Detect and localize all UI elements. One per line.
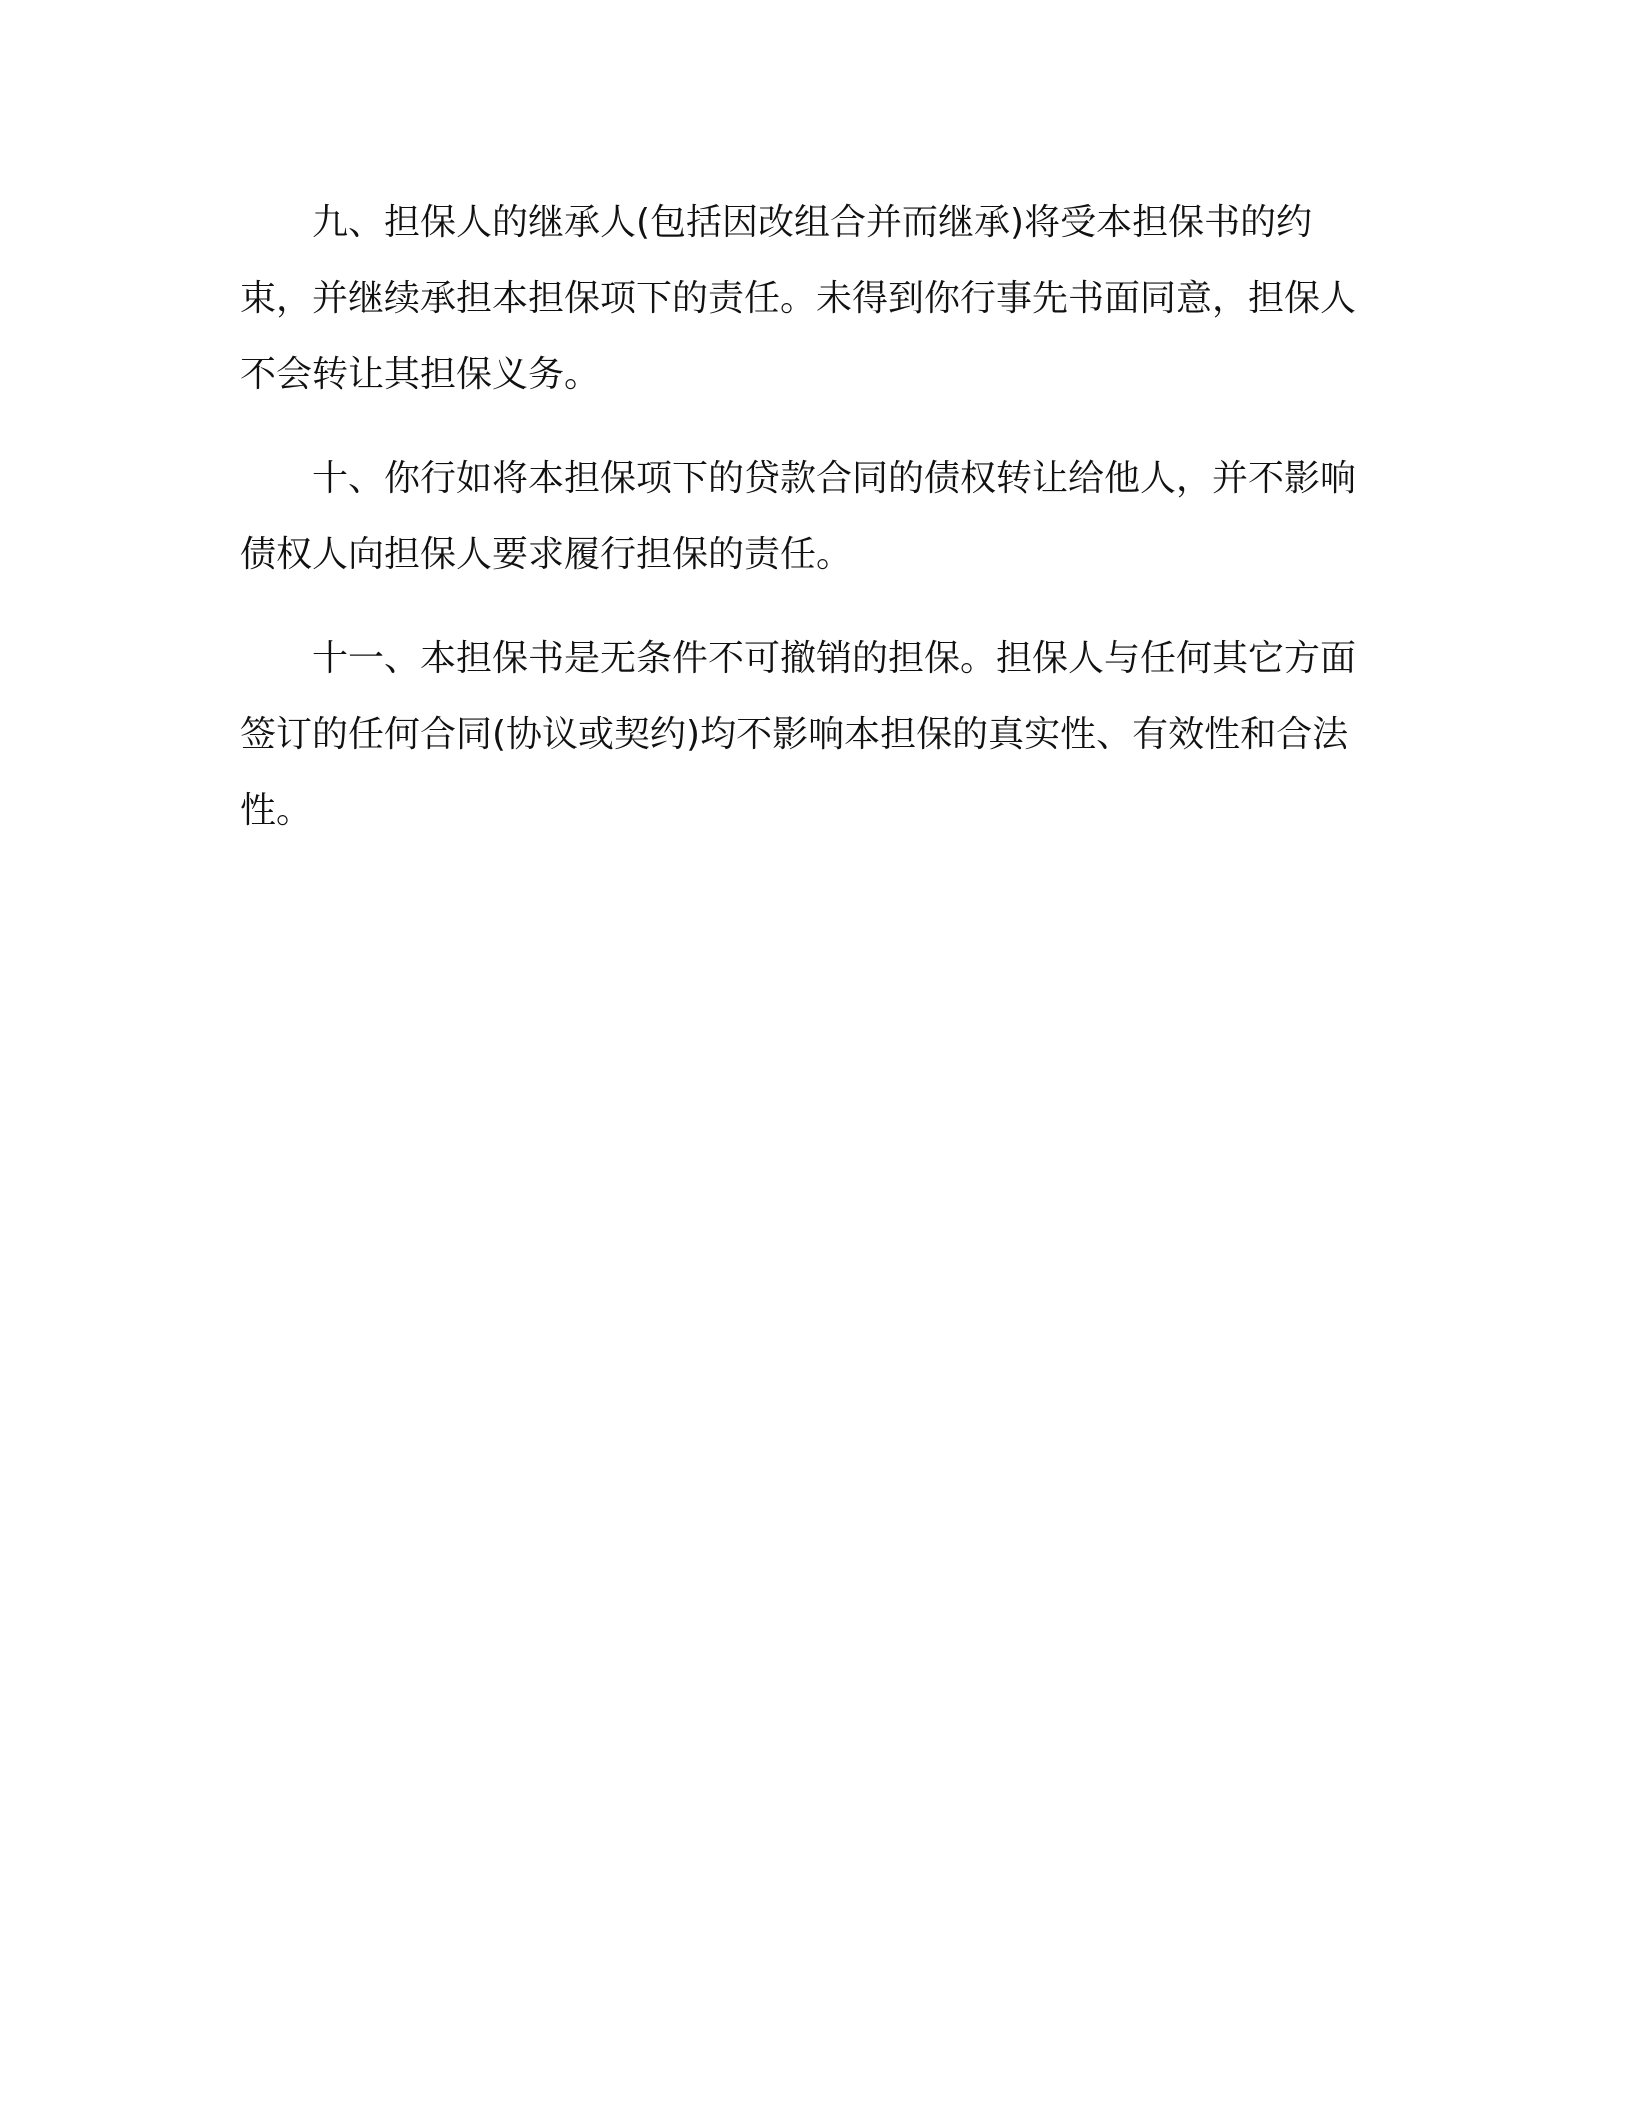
clause-10-paragraph: 十、你行如将本担保项下的贷款合同的债权转让给他人，并不影响债权人向担保人要求履行担保的责任。 — [240, 458, 1357, 575]
clause-11-paragraph: 十一、本担保书是无条件不可撤销的担保。担保人与任何其它方面签订的任何合同(协议或契约)均不影响本担保的真实性、有效性和合法性。 — [240, 638, 1357, 831]
document-body — [240, 185, 1380, 877]
clause-9-paragraph: 九、担保人的继承人(包括因改组合并而继承)将受本担保书的约束，并继续承担本担保项下的责任。未得到你行事先书面同意，担保人不会转让其担保义务。 — [240, 202, 1357, 395]
